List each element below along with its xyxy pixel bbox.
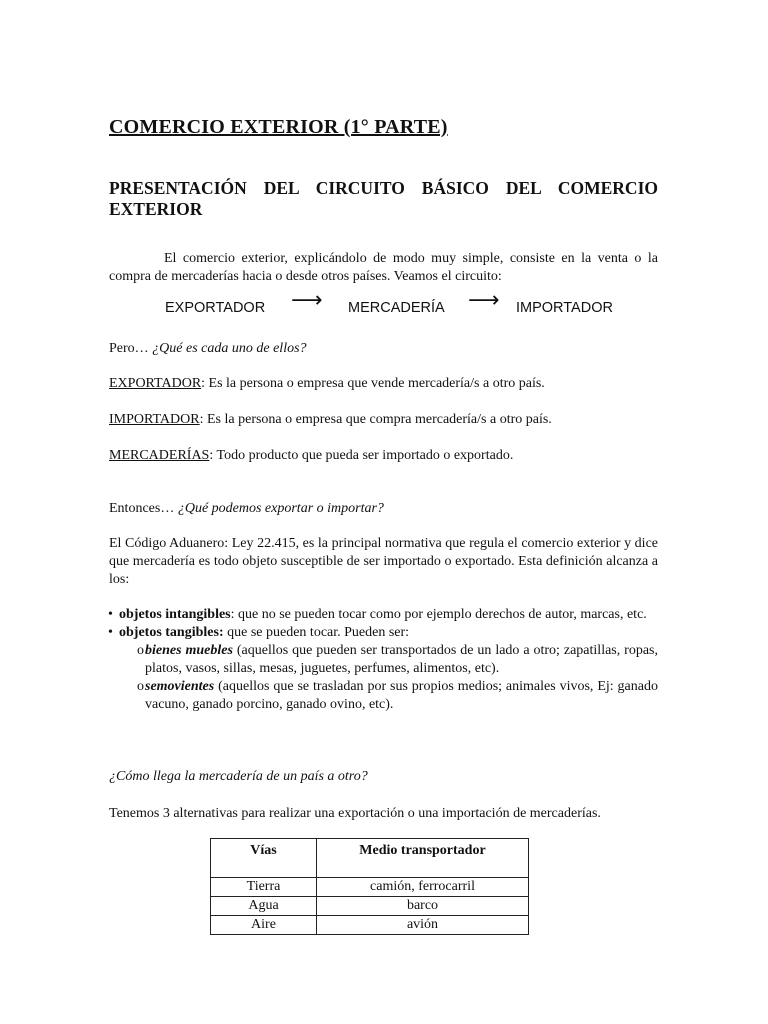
question-lead: Pero…: [109, 341, 153, 356]
arrow-right-icon: ⟶: [291, 288, 323, 313]
section-heading: PRESENTACIÓN DEL CIRCUITO BÁSICO DEL COMERCIO EXTERIOR: [109, 178, 658, 219]
circuit-importer: IMPORTADOR: [516, 300, 613, 316]
table-cell: Tierra: [211, 878, 317, 897]
trade-circuit: [0, 288, 768, 320]
circuit-goods: MERCADERÍA: [348, 300, 445, 316]
definition-importador: [109, 411, 658, 429]
question-lead: Entonces…: [109, 501, 178, 516]
definition-mercaderias: [109, 447, 658, 465]
list-item: [109, 606, 658, 624]
table-header-row: [211, 839, 529, 878]
sub-item-term: bienes muebles: [145, 643, 233, 658]
table-header-medio: Medio transportador: [317, 839, 529, 878]
definition-text: : Es la persona o empresa que compra mercadería/s a otro país.: [199, 412, 552, 427]
question-text: ¿Qué podemos exportar o importar?: [177, 501, 384, 516]
bullet-icon: •: [108, 625, 113, 640]
bullet-text: que se pueden tocar. Pueden ser:: [223, 625, 410, 640]
alternatives-paragraph: Tenemos 3 alternativas para realizar una exportación o una importación de mercaderías.: [109, 806, 601, 821]
list-item: [109, 624, 658, 642]
circuit-exporter: EXPORTADOR: [165, 300, 266, 316]
bullet-icon: •: [108, 607, 113, 622]
definition-text: : Es la persona o empresa que vende mercadería/s a otro país.: [201, 376, 545, 391]
intro-paragraph: El comercio exterior, explicándolo de modo muy simple, consiste en la venta o la compra de mercaderías hacia o desde otros países. Veamos el circuito:: [109, 251, 658, 284]
arrow-right-icon: ⟶: [468, 288, 500, 313]
document-title: COMERCIO EXTERIOR (1° PARTE): [109, 116, 448, 138]
question-text: ¿Qué es cada uno de ellos?: [152, 341, 307, 356]
sub-list-item: [109, 678, 658, 714]
bullet-text: : que no se pueden tocar como por ejemplo derechos de autor, marcas, etc.: [230, 607, 647, 622]
transport-table: [210, 838, 529, 935]
table-cell: Aire: [211, 916, 317, 935]
definition-term: EXPORTADOR: [109, 376, 202, 391]
table-header-vias: Vías: [211, 839, 317, 878]
sub-item-term: semovientes: [145, 679, 215, 694]
definition-term: MERCADERÍAS: [109, 448, 210, 463]
table-cell: avión: [317, 916, 529, 935]
table-row: [211, 878, 529, 897]
table-row: [211, 916, 529, 935]
sub-list-item: [109, 642, 658, 678]
question-line: [109, 340, 658, 358]
table-cell: camión, ferrocarril: [317, 878, 529, 897]
definition-exportador: [109, 375, 658, 393]
bullet-term: objetos tangibles:: [119, 625, 224, 640]
table-cell: barco: [317, 897, 529, 916]
codigo-paragraph: El Código Aduanero: Ley 22.415, es la principal normativa que regula el comercio exterior y dice que mercadería es todo objeto susceptible de ser importado o exportado. Esta definición alcanza a los:: [109, 536, 658, 587]
bullet-term: objetos intangibles: [119, 607, 231, 622]
table-cell: Agua: [211, 897, 317, 916]
circle-bullet-icon: o: [137, 679, 144, 694]
circle-bullet-icon: o: [137, 643, 144, 658]
transport-question: ¿Cómo llega la mercadería de un país a otro?: [109, 769, 368, 784]
definition-text: : Todo producto que pueda ser importado o exportado.: [209, 448, 514, 463]
definition-term: IMPORTADOR: [109, 412, 200, 427]
bullet-list: [109, 606, 658, 714]
table-row: [211, 897, 529, 916]
sub-item-text: (aquellos que se trasladan por sus propios medios; animales vivos, Ej: ganado vacuno, ganado porcino, ganado ovino, etc).: [145, 679, 658, 712]
sub-item-text: (aquellos que pueden ser transportados de un lado a otro; zapatillas, ropas, platos, vasos, sillas, mesas, juguetes, perfumes, alimentos, etc).: [145, 643, 658, 676]
question-line: [109, 500, 658, 518]
